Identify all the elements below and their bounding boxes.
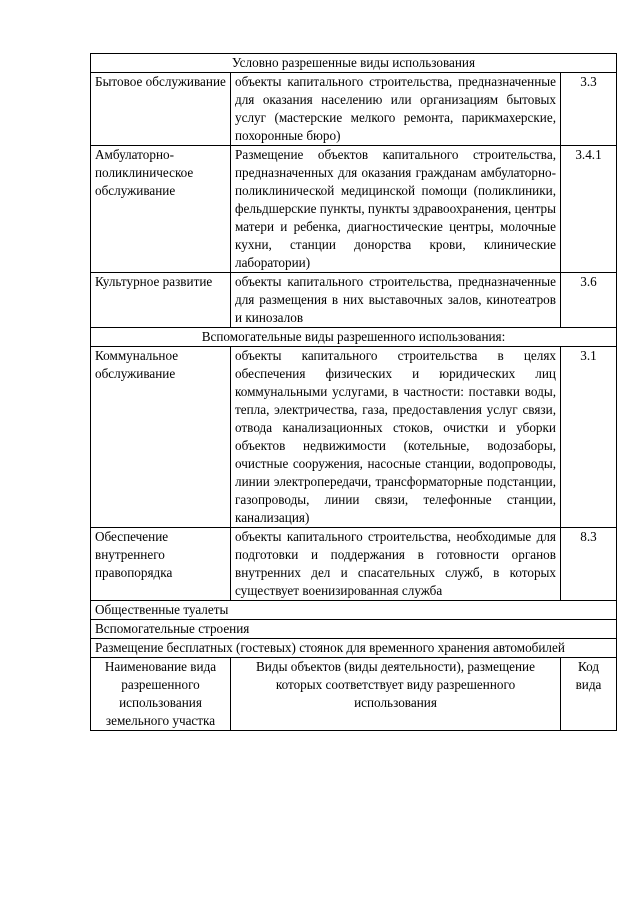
use-type-name: Коммунальное обслуживание (91, 347, 231, 528)
table-row (91, 73, 617, 146)
use-type-code: 8.3 (561, 528, 617, 601)
use-type-description: Размещение объектов капитального строительства, предназначенных для оказания гражданам амбулаторно-поликлинической медицинской помощи (поликлиники, фельдшерские пункты, пункты здравоохранения, центры матери и ребенка, диагностические центры, молочные кухни, станции донорства крови, клинические лаборатории) (231, 146, 561, 273)
use-type-code: 3.6 (561, 273, 617, 328)
use-type-code: 3.4.1 (561, 146, 617, 273)
table-row (91, 347, 617, 528)
section-header-row (91, 54, 617, 73)
column-header-row (91, 658, 617, 731)
column-header-code: Код вида (561, 658, 617, 731)
table-row (91, 620, 617, 639)
section-header-row (91, 328, 617, 347)
use-type-code: 3.3 (561, 73, 617, 146)
use-type-description: объекты капитального строительства, предназначенные для размещения в них выставочных залов, кинотеатров и кинозалов (231, 273, 561, 328)
table-row (91, 528, 617, 601)
full-width-entry: Вспомогательные строения (91, 620, 617, 639)
use-type-name: Культурное развитие (91, 273, 231, 328)
use-type-code: 3.1 (561, 347, 617, 528)
table-row (91, 601, 617, 620)
section-title-auxiliary: Вспомогательные виды разрешенного использования: (91, 328, 617, 347)
full-width-entry: Общественные туалеты (91, 601, 617, 620)
table-row (91, 639, 617, 658)
use-type-name: Бытовое обслуживание (91, 73, 231, 146)
land-use-table (90, 53, 617, 731)
table-row (91, 273, 617, 328)
section-title-conditional: Условно разрешенные виды использования (91, 54, 617, 73)
use-type-name: Обеспечение внутреннего правопорядка (91, 528, 231, 601)
use-type-description: объекты капитального строительства в целях обеспечения физических и юридических лиц коммунальными услугами, в частности: поставки воды, тепла, электричества, газа, предоставления услуг связи, отвода канализационных стоков, очистки и уборки объектов недвижимости (котельные, водозаборы, очистные сооружения, насосные станции, водопроводы, линии электропередачи, трансформаторные подстанции, газопроводы, линии связи, телефонные станции, канализация) (231, 347, 561, 528)
column-header-name: Наименование вида разрешенного использования земельного участка (91, 658, 231, 731)
use-type-description: объекты капитального строительства, предназначенные для оказания населению или организациям бытовых услуг (мастерские мелкого ремонта, парикмахерские, похоронные бюро) (231, 73, 561, 146)
table-row (91, 146, 617, 273)
column-header-description: Виды объектов (виды деятельности), размещение которых соответствует виду разрешенного использования (231, 658, 561, 731)
use-type-description: объекты капитального строительства, необходимые для подготовки и поддержания в готовности органов внутренних дел и спасательных служб, в которых существует военизированная служба (231, 528, 561, 601)
use-type-name: Амбулаторно-поликлиническое обслуживание (91, 146, 231, 273)
full-width-entry: Размещение бесплатных (гостевых) стоянок для временного хранения автомобилей (91, 639, 617, 658)
